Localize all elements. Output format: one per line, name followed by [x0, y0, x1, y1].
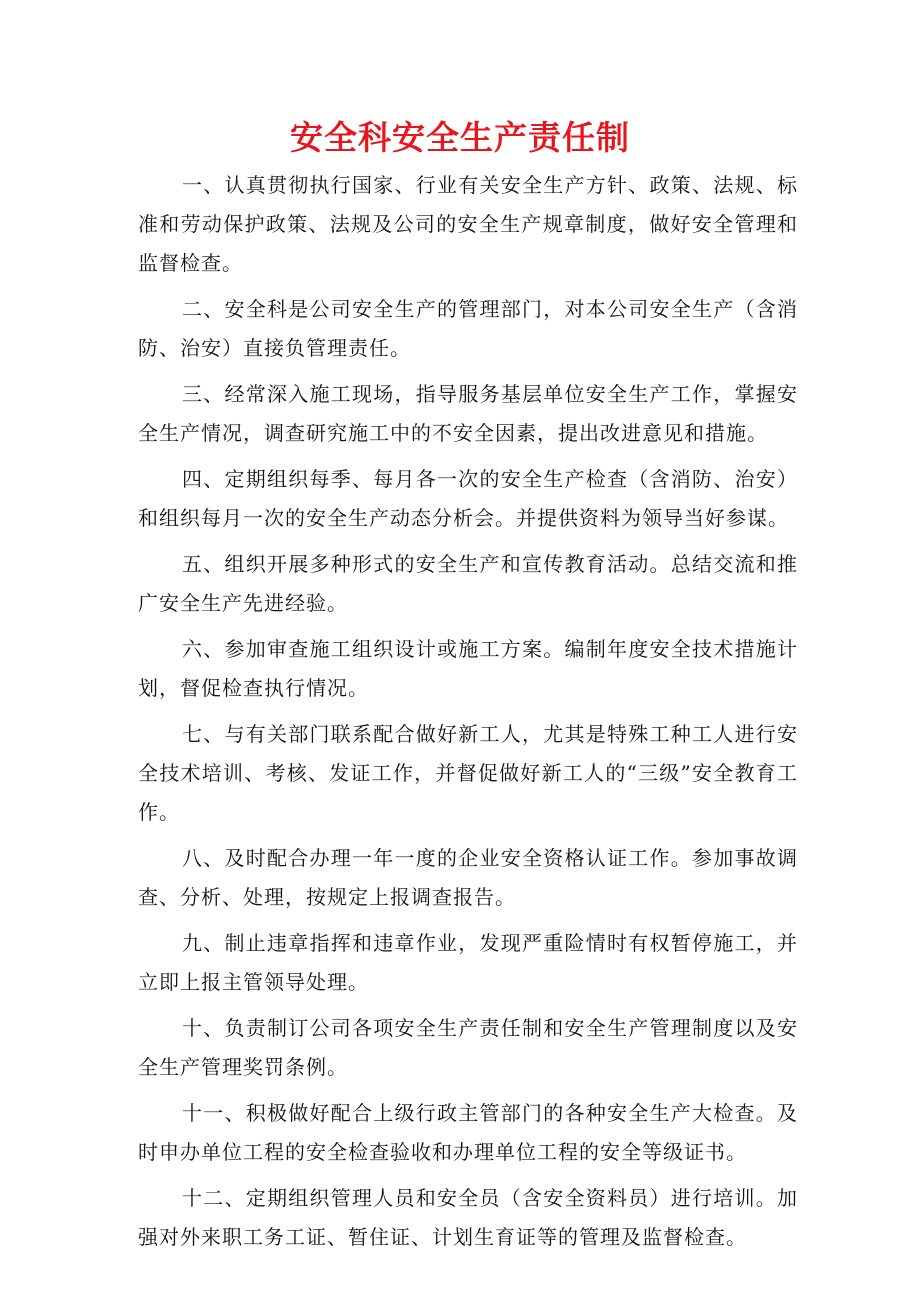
- paragraph-8: 八、及时配合办理一年一度的企业安全资格认证工作。参加事故调查、分析、处理，按规定上报调查报告。: [138, 846, 798, 909]
- paragraph-11: 十一、积极做好配合上级行政主管部门的各种安全生产大检查。及时申办单位工程的安全检查验收和办理单位工程的安全等级证书。: [138, 1101, 798, 1164]
- paragraph-5: 五、组织开展多种形式的安全生产和宣传教育活动。总结交流和推广安全生产先进经验。: [138, 552, 798, 615]
- paragraph-12: 十二、定期组织管理人员和安全员（含安全资料员）进行培训。加强对外来职工务工证、暂住证、计划生育证等的管理及监督检查。: [138, 1186, 798, 1249]
- paragraph-4: 四、定期组织每季、每月各一次的安全生产检查（含消防、治安）和组织每月一次的安全生产动态分析会。并提供资料为领导当好参谋。: [138, 467, 798, 530]
- paragraph-9: 九、制止违章指挥和违章作业，发现严重险情时有权暂停施工，并立即上报主管领导处理。: [138, 931, 798, 994]
- document-title: 安全科安全生产责任制: [290, 118, 630, 157]
- paragraph-2: 二、安全科是公司安全生产的管理部门，对本公司安全生产（含消防、治安）直接负管理责任。: [138, 297, 798, 360]
- paragraph-10: 十、负责制订公司各项安全生产责任制和安全生产管理制度以及安全生产管理奖罚条例。: [138, 1016, 798, 1079]
- paragraph-7: 七、与有关部门联系配合做好新工人，尤其是特殊工种工人进行安全技术培训、考核、发证工作，并督促做好新工人的“三级”安全教育工作。: [138, 722, 798, 824]
- paragraph-6: 六、参加审查施工组织设计或施工方案。编制年度安全技术措施计划，督促检查执行情况。: [138, 637, 798, 700]
- paragraph-1: 一、认真贯彻执行国家、行业有关安全生产方针、政策、法规、标准和劳动保护政策、法规及公司的安全生产规章制度，做好安全管理和监督检查。: [138, 173, 798, 275]
- paragraph-3: 三、经常深入施工现场，指导服务基层单位安全生产工作，掌握安全生产情况，调查研究施工中的不安全因素，提出改进意见和措施。: [138, 382, 798, 445]
- document-body: [138, 166, 798, 1264]
